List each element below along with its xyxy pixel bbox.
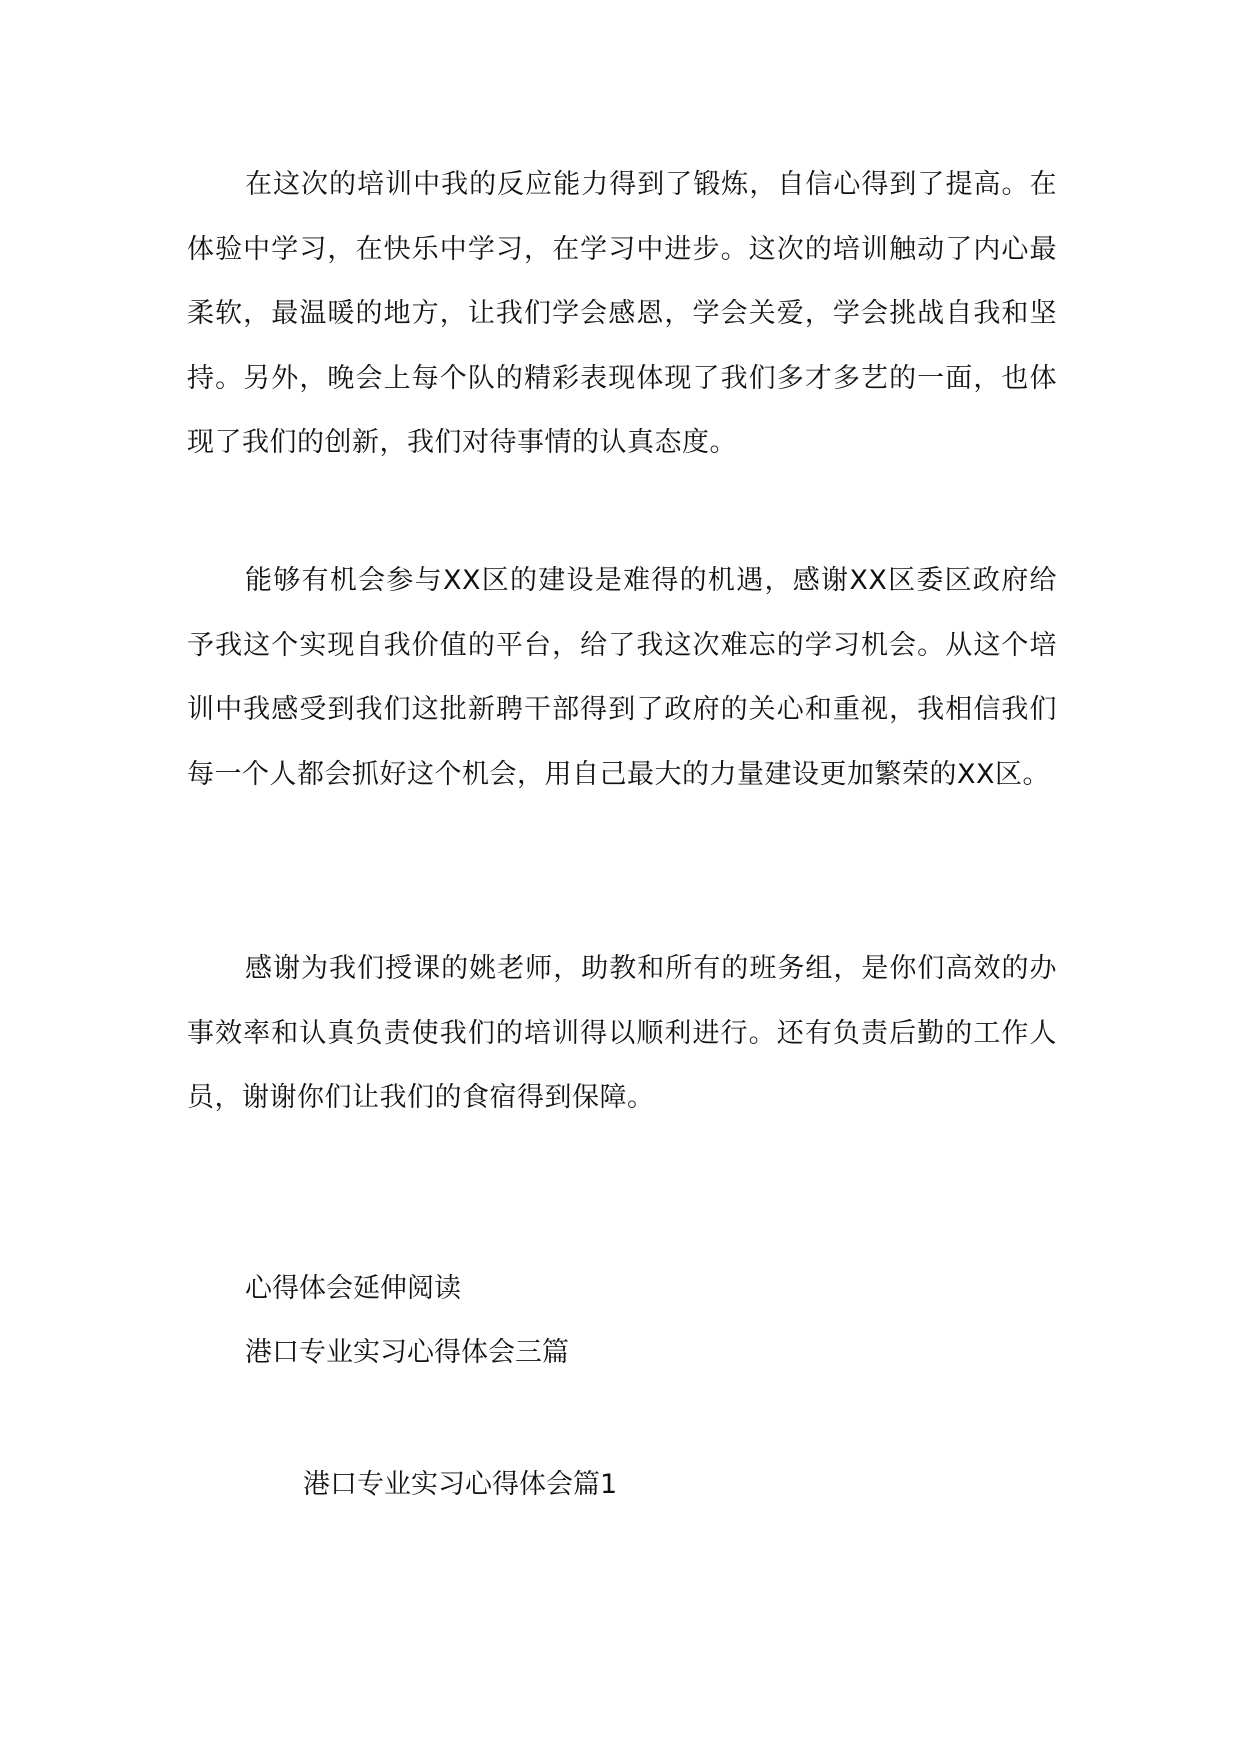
paragraph-gratitude-opportunity: 能够有机会参与XX区的建设是难得的机遇，感谢XX区委区政府给予我这个实现自我价值的平台，给了我这次难忘的学习机会。从这个培训中我感受到我们这批新聘干部得到了政府的关心和重视，我相信我们每一个人都会抓好这个机会，用自己最大的力量建设更加繁荣的XX区。 (187, 565, 1057, 790)
paragraph-training-reflection: 在这次的培训中我的反应能力得到了锻炼，自信心得到了提高。在体验中学习，在快乐中学习，在学习中进步。这次的培训触动了内心最柔软，最温暖的地方，让我们学会感恩，学会关爱，学会挑战自我和坚持。另外，晚会上每个队的精彩表现体现了我们多才多艺的一面，也体现了我们的创新，我们对待事情的认真态度。 (187, 169, 1057, 458)
extended-reading-title: 心得体会延伸阅读 (245, 1273, 461, 1304)
section-heading: 港口专业实习心得体会篇1 (303, 1469, 618, 1500)
paragraph-thanks-staff: 感谢为我们授课的姚老师，助教和所有的班务组，是你们高效的办事效率和认真负责使我们的培训得以顺利进行。还有负责后勤的工作人员，谢谢你们让我们的食宿得到保障。 (187, 953, 1057, 1113)
extended-reading-subtitle: 港口专业实习心得体会三篇 (245, 1337, 569, 1368)
